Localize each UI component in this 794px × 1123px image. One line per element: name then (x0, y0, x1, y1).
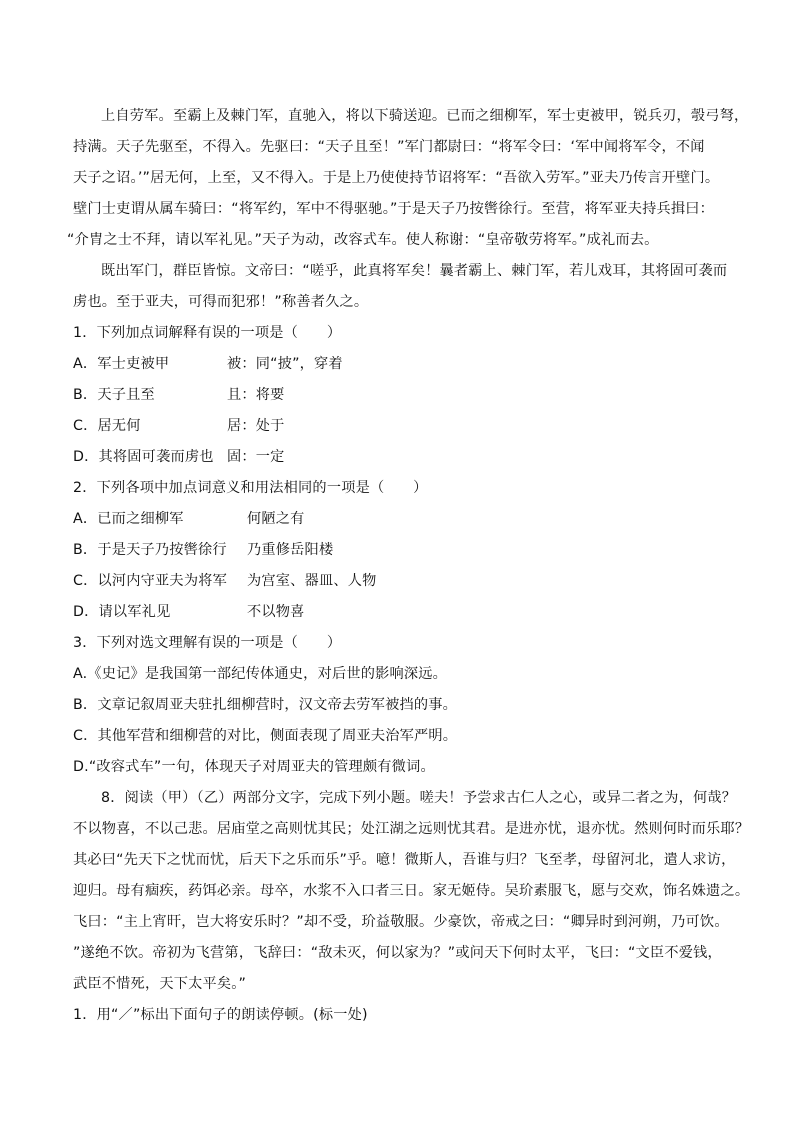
option-d: D.“改容式车”一句，体现天子对周亚夫的管理颇有微词。 (73, 759, 435, 775)
option-c (73, 566, 733, 597)
question-stem: 2．下列各项中加点词意义和用法相同的一项是（ ） (73, 480, 428, 496)
question-stem: 1．用“／”标出下面句子的朗读停顿。(标一处) (73, 1007, 368, 1023)
text-line: 上自劳军。至霸上及棘门军，直驰入，将以下骑送迎。已而之细柳军，军士吏被甲，锐兵刃，彀弓弩， (101, 108, 749, 124)
option-text: C．以河内守亚夫为将军 (73, 573, 227, 589)
option-text: C．居无何 (73, 418, 141, 434)
option-compare: 何陋之有 (247, 511, 305, 527)
question-3 (73, 628, 733, 783)
option-compare: 乃重修岳阳楼 (247, 542, 334, 558)
text-line: 壁门士吏谓从属车骑曰：“将军约，军中不得驱驰。”于是天子乃按辔徐行。至营，将军亚夫持兵揖曰： (73, 201, 715, 217)
text-line: “介胄之士不拜，请以军礼见。”天子为动，改容式车。使人称谢：“皇帝敬劳将军。”成礼而去。 (67, 232, 659, 248)
question-2 (73, 473, 733, 628)
option-compare: 为宫室、器皿、人物 (247, 573, 377, 589)
option-note: 固：一定 (227, 449, 285, 465)
option-a (73, 504, 733, 535)
text-line: 天子之诏。’”居无何，上至，又不得入。于是上乃使使持节诏将军：“吾欲入劳军。”亚夫乃传言开壁门。 (73, 170, 720, 186)
text-line: 武臣不惜死，天下太平矣。” (73, 976, 247, 992)
option-note: 被：同“披”，穿着 (227, 356, 343, 372)
option-text: B．于是天子乃按辔徐行 (73, 542, 227, 558)
option-text: B．天子且至 (73, 387, 155, 403)
text-line: 飞曰：“主上宵旰，岂大将安乐时？”却不受，玠益敬服。少豪饮，帝戒之曰：“卿异时到河朔，乃可饮。 (73, 914, 729, 930)
question-stem: 3．下列对选文理解有误的一项是（ ） (73, 635, 342, 651)
option-d (73, 442, 733, 473)
option-note: 且：将要 (227, 387, 285, 403)
option-d (73, 597, 733, 628)
option-a (73, 349, 733, 380)
option-b (73, 535, 733, 566)
option-note: 居：处于 (227, 418, 285, 434)
passage-paragraph-2 (73, 256, 733, 318)
option-text: D．请以军礼见 (73, 604, 171, 620)
option-c (73, 411, 733, 442)
text-line: 迎归。母有痼疾，药饵必亲。母卒，水浆不入口者三日。家无姬侍。吴玠素服飞，愿与交欢，饰名姝遗之。 (73, 883, 750, 899)
option-c: C．其他军营和细柳营的对比，侧面表现了周亚夫治军严明。 (73, 728, 458, 744)
text-line: 虏也。至于亚夫，可得而犯邪！”称善者久之。 (73, 294, 369, 310)
text-line: 8．阅读（甲）（乙）两部分文字，完成下列小题。嗟夫！予尝求古仁人之心，或异二者之为，何哉？ (101, 790, 737, 806)
text-line: ”遂绝不饮。帝初为飞营第，飞辞曰：“敌未灭，何以家为？”或问天下何时太平，飞曰：“文臣不爱钱， (73, 945, 722, 961)
text-line: 其必曰“先天下之忧而忧，后天下之乐而乐”乎。噫！微斯人，吾谁与归？飞至孝，母留河北，遣人求访， (73, 852, 736, 868)
option-b (73, 380, 733, 411)
text-line: 不以物喜，不以己悲。居庙堂之高则忧其民；处江湖之远则忧其君。是进亦忧，退亦忧。然则何时而乐耶？ (73, 821, 750, 837)
option-text: A．军士吏被甲 (73, 356, 170, 372)
question-1 (73, 318, 733, 473)
question-stem: 1．下列加点词解释有误的一项是（ ） (73, 325, 342, 341)
option-text: A．已而之细柳军 (73, 511, 184, 527)
section-8 (73, 783, 750, 1031)
option-compare: 不以物喜 (247, 604, 305, 620)
passage-paragraph-1 (67, 101, 749, 256)
option-a: A.《史记》是我国第一部纪传体通史，对后世的影响深远。 (73, 666, 448, 682)
option-text: D．其将固可袭而虏也 (73, 449, 214, 465)
text-line: 既出军门，群臣皆惊。文帝曰：“嗟乎，此真将军矣！曩者霸上、棘门军，若儿戏耳，其将固可袭而 (101, 263, 728, 279)
option-b: B．文章记叙周亚夫驻扎细柳营时，汉文帝去劳军被挡的事。 (73, 697, 458, 713)
document-content (67, 101, 750, 1031)
text-line: 持满。天子先驱至，不得入。先驱曰：“天子且至！”军门都尉曰：“将军令曰：‘军中闻将军令，不闻 (73, 139, 705, 155)
